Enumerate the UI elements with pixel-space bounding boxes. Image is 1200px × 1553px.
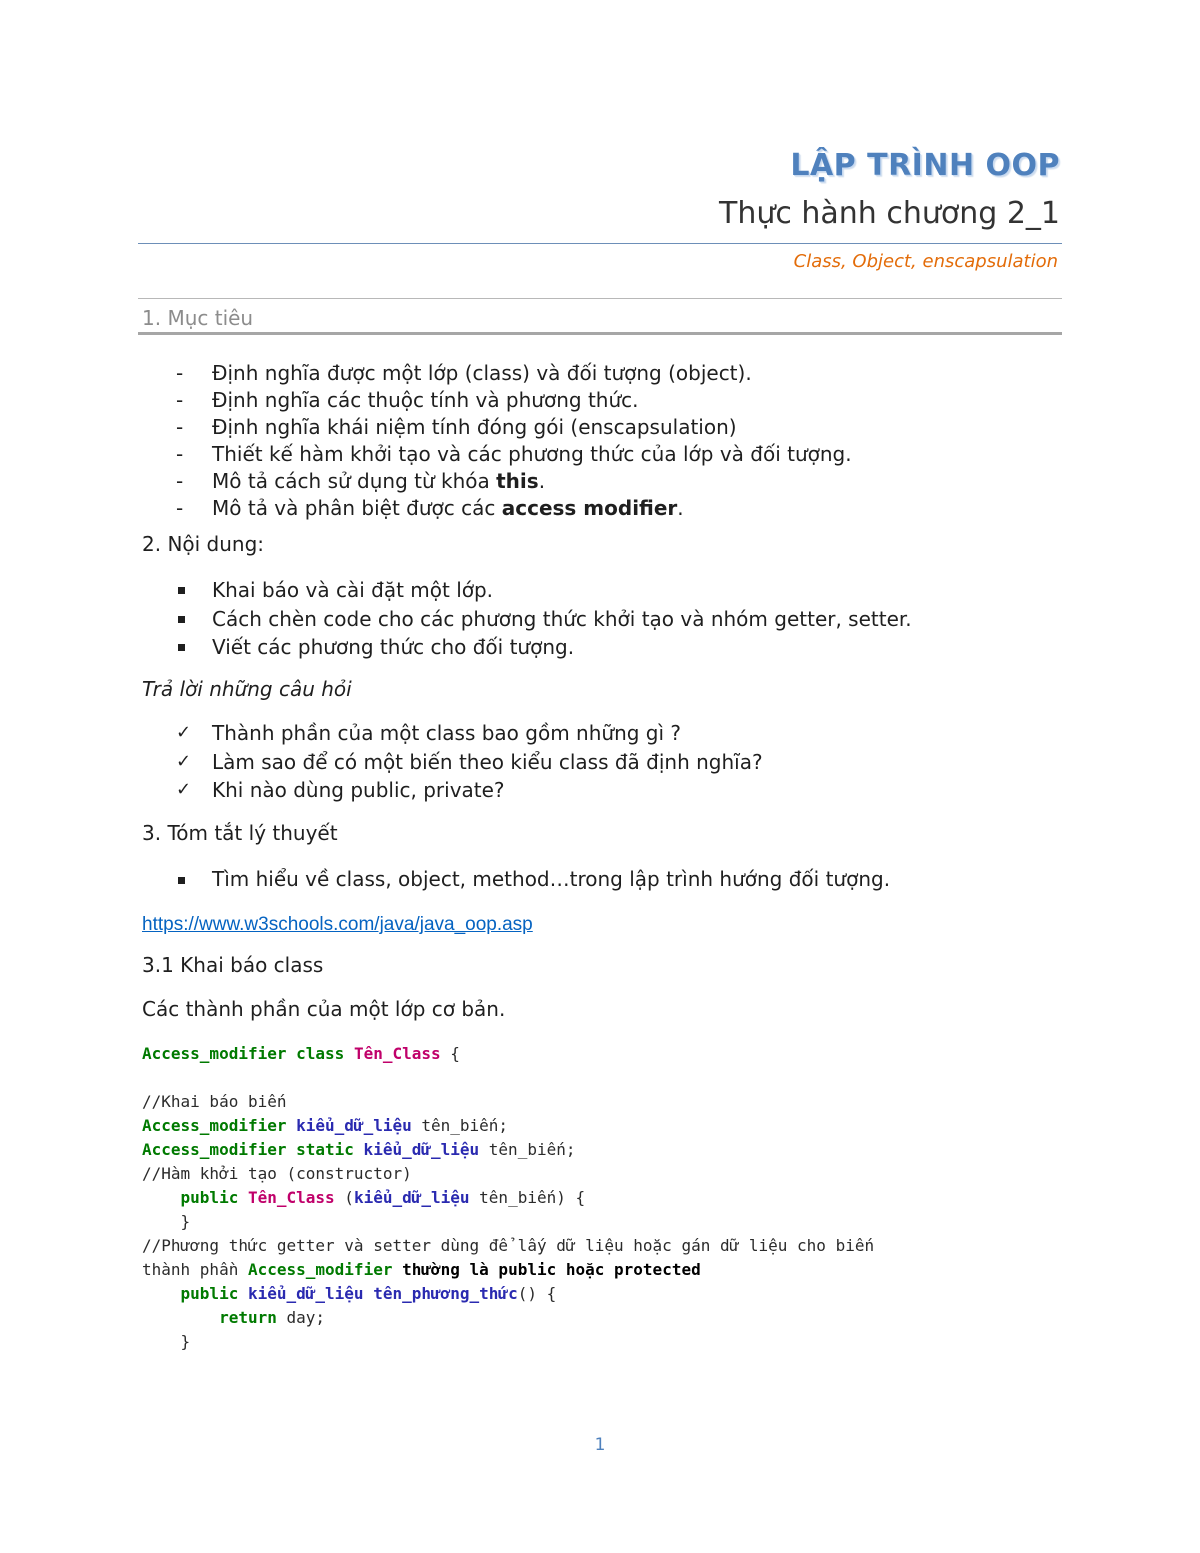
list-item: Viết các phương thức cho đối tượng. [142,633,912,662]
questions-list [142,719,763,805]
content-list [142,576,912,662]
page-number: 1 [594,1435,606,1455]
checkmark-icon: ✓ [176,750,192,772]
checkmark-icon: ✓ [176,779,192,800]
reference-link-row [142,911,533,936]
square-bullet-icon [178,616,185,623]
keyword-this: this [496,469,539,493]
document-title: LẬP TRÌNH OOP [790,148,1060,183]
title-divider [138,243,1062,244]
list-item: - Mô tả cách sử dụng từ khóa this. [176,469,546,493]
square-bullet-icon [178,644,185,651]
section-1-heading: 1. Mục tiêu [142,306,254,330]
theory-list [142,866,890,893]
section-2-heading: 2. Nội dung: [142,532,265,556]
list-item: - Định nghĩa được một lớp (class) và đối tượng (object). [176,361,752,385]
dash-bullet: - [176,388,184,412]
dash-bullet: - [176,361,184,385]
code-block: Access_modifier class Tên_Class { //Khai báo biến Access_modifier kiểu_dữ_liệu tên_biến; Access_modifier static kiểu_dữ_liệu tên_biến; //Hàm khởi tạo (constructor) public Tên_Class (kiểu_dữ_liệu tên_biến) { } //Phương thức getter và setter dùng để lấy dữ liệu hoặc gán dữ liệu cho biến thành phần Access_modifier thường là public hoặc protected public kiểu_dữ_liệu tên_phương_thức() { return day; } [142,1044,875,1351]
w3schools-link[interactable]: https://www.w3schools.com/java/java_oop.asp [142,914,533,935]
keyword-access-modifier: access modifier [501,496,678,520]
list-item: ✓ Làm sao để có một biến theo kiểu class đã định nghĩa? [142,748,763,777]
subsection-intro: Các thành phần của một lớp cơ bản. [142,997,506,1021]
section-1-divider [138,332,1062,335]
section-3-heading: 3. Tóm tắt lý thuyết [142,821,338,845]
dash-bullet: - [176,496,184,520]
dash-bullet: - [176,442,184,466]
list-item: ✓ Khi nào dùng public, private? [142,776,763,805]
document-tagline: Class, Object, enscapsulation [793,251,1058,272]
dash-bullet: - [176,415,184,439]
list-item: ✓ Thành phần của một class bao gồm những gì ? [142,719,763,748]
list-item: Cách chèn code cho các phương thức khởi tạo và nhóm getter, setter. [142,605,912,634]
list-item: - Thiết kế hàm khởi tạo và các phương thức của lớp và đối tượng. [176,442,852,466]
list-item: - Mô tả và phân biệt được các access modifier. [176,496,684,520]
checkmark-icon: ✓ [176,722,192,743]
square-bullet-icon [178,877,185,884]
tagline-divider [138,298,1062,299]
subsection-heading: 3.1 Khai báo class [142,953,324,977]
questions-heading: Trả lời những câu hỏi [142,677,352,701]
list-item: Tìm hiểu về class, object, method…trong lập trình hướng đối tượng. [142,866,890,893]
list-item: - Định nghĩa khái niệm tính đóng gói (enscapsulation) [176,415,737,439]
dash-bullet: - [176,469,184,493]
document-subtitle: Thực hành chương 2_1 [719,196,1060,231]
objectives-list [142,360,852,522]
list-item: Khai báo và cài đặt một lớp. [142,576,912,605]
list-item: - Định nghĩa các thuộc tính và phương thức. [176,388,639,412]
square-bullet-icon [178,587,185,594]
